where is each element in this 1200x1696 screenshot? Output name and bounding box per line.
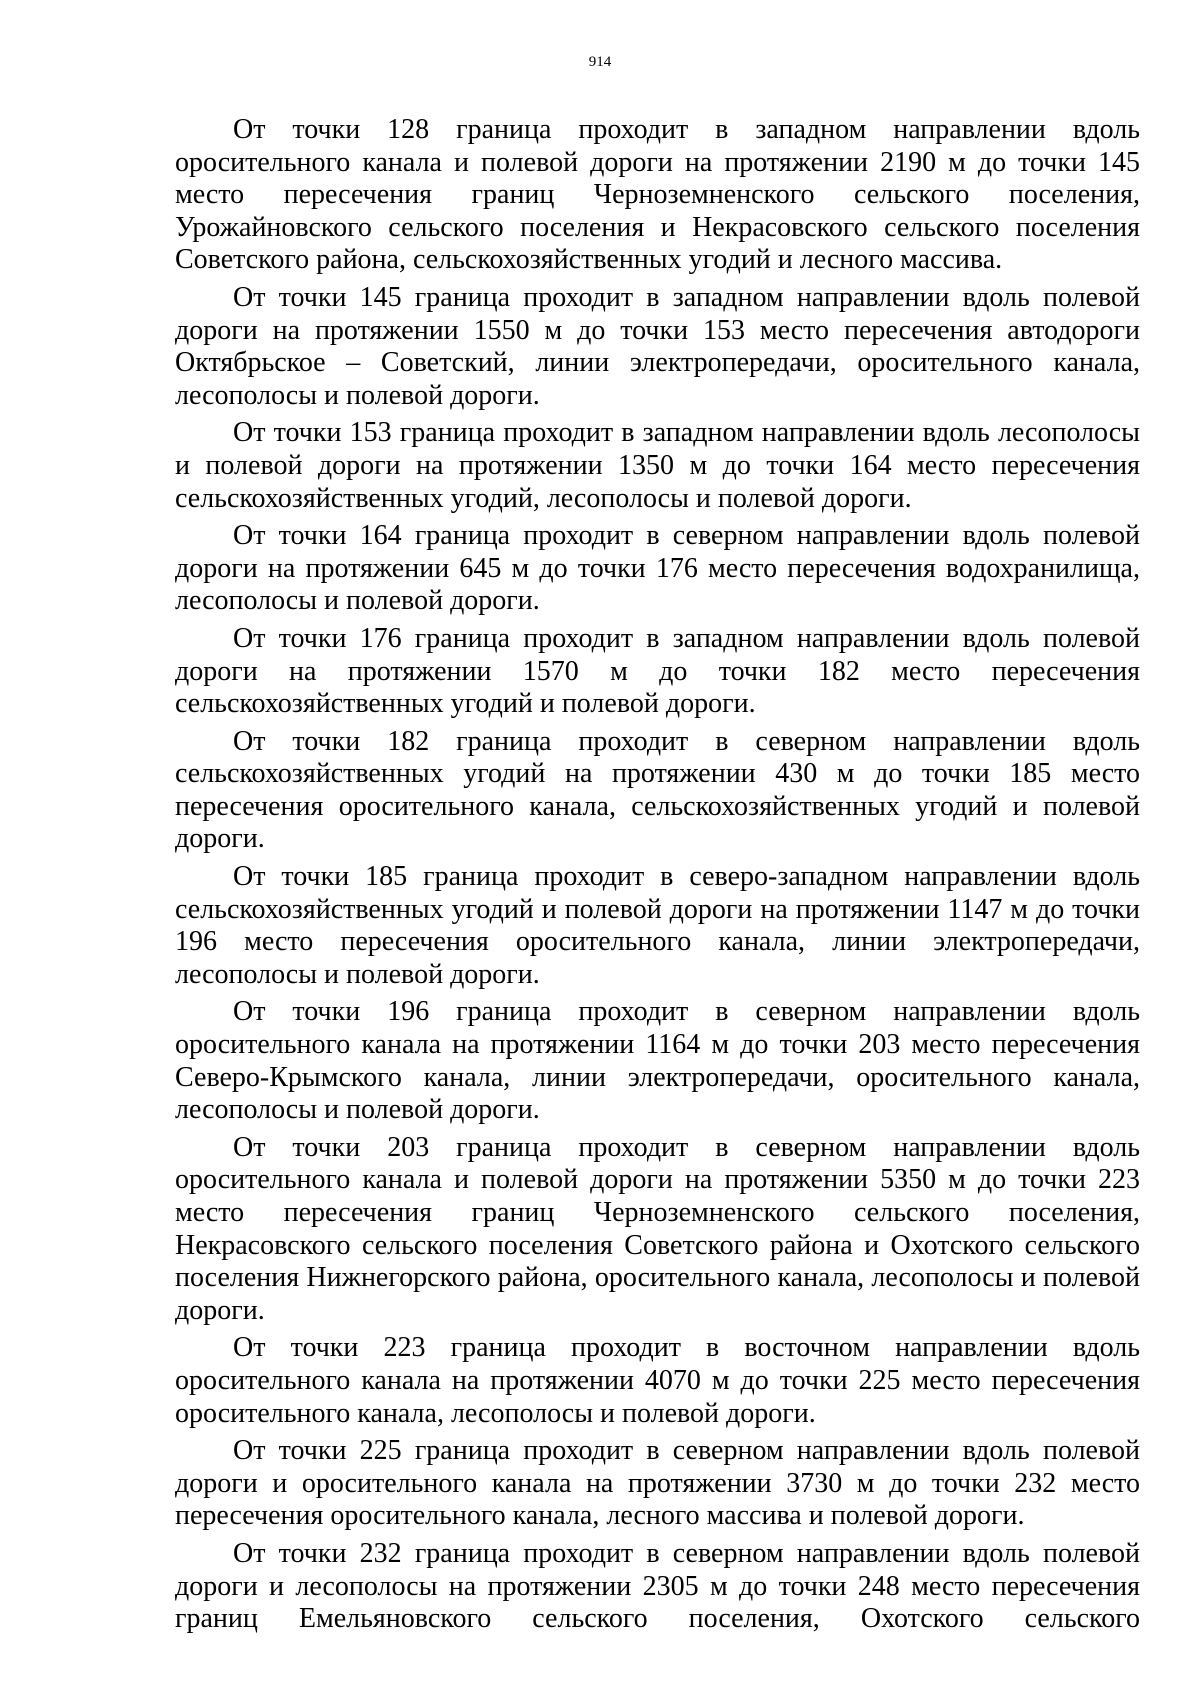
paragraph: От точки 145 граница проходит в западном направлении вдоль полевой дороги на протяжении 1550 м до точки 153 место пересечения автодороги Октябрьское – Советский, линии электропередачи, оросительного канала, лесополосы и полевой дороги. [175,281,1140,411]
page-number: 914 [588,54,612,70]
document-body [175,114,1140,1641]
paragraph: От точки 225 граница проходит в северном направлении вдоль полевой дороги и оросительного канала на протяжении 3730 м до точки 232 место пересечения оросительного канала, лесного массива и полевой дороги. [175,1435,1140,1532]
paragraph: От точки 232 граница проходит в северном направлении вдоль полевой дороги и лесополосы на протяжении 2305 м до точки 248 место пересечения границ Емельяновского сельского поселения, Охотского сельского [175,1537,1140,1635]
paragraph: От точки 153 граница проходит в западном направлении вдоль лесополосы и полевой дороги на протяжении 1350 м до точки 164 место пересечения сельскохозяйственных угодий, лесополосы и полевой дороги. [175,417,1140,514]
paragraph: От точки 185 граница проходит в северо-западном направлении вдоль сельскохозяйственных угодий и полевой дороги на протяжении 1147 м до точки 196 место пересечения оросительного канала, линии электропередачи, лесополосы и полевой дороги. [175,861,1140,990]
paragraph: От точки 164 граница проходит в северном направлении вдоль полевой дороги на протяжении 645 м до точки 176 место пересечения водохранилища, лесополосы и полевой дороги. [175,520,1140,617]
paragraph: От точки 196 граница проходит в северном направлении вдоль оросительного канала на протяжении 1164 м до точки 203 место пересечения Северо-Крымского канала, линии электропередачи, оросительного канала, лесополосы и полевой дороги. [175,996,1140,1126]
paragraph: От точки 176 граница проходит в западном направлении вдоль полевой дороги на протяжении 1570 м до точки 182 место пересечения сельскохозяйственных угодий и полевой дороги. [175,622,1140,720]
paragraph: От точки 128 граница проходит в западном направлении вдоль оросительного канала и полевой дороги на протяжении 2190 м до точки 145 место пересечения границ Черноземненского сельского поселения, Урожайновского сельского поселения и Некрасовского сельского поселения Советского района, сельскохозяйственных угодий и лесного массива. [175,114,1140,276]
paragraph: От точки 203 граница проходит в северном направлении вдоль оросительного канала и полевой дороги на протяжении 5350 м до точки 223 место пересечения границ Черноземненского сельского поселения, Некрасовского сельского поселения Советского района и Охотского сельского поселения Нижнегорского района, оросительного канала, лесополосы и полевой дороги. [175,1131,1140,1326]
paragraph: От точки 182 граница проходит в северном направлении вдоль сельскохозяйственных угодий на протяжении 430 м до точки 185 место пересечения оросительного канала, сельскохозяйственных угодий и полевой дороги. [175,725,1140,855]
paragraph: От точки 223 граница проходит в восточном направлении вдоль оросительного канала на протяжении 4070 м до точки 225 место пересечения оросительного канала, лесополосы и полевой дороги. [175,1332,1140,1429]
